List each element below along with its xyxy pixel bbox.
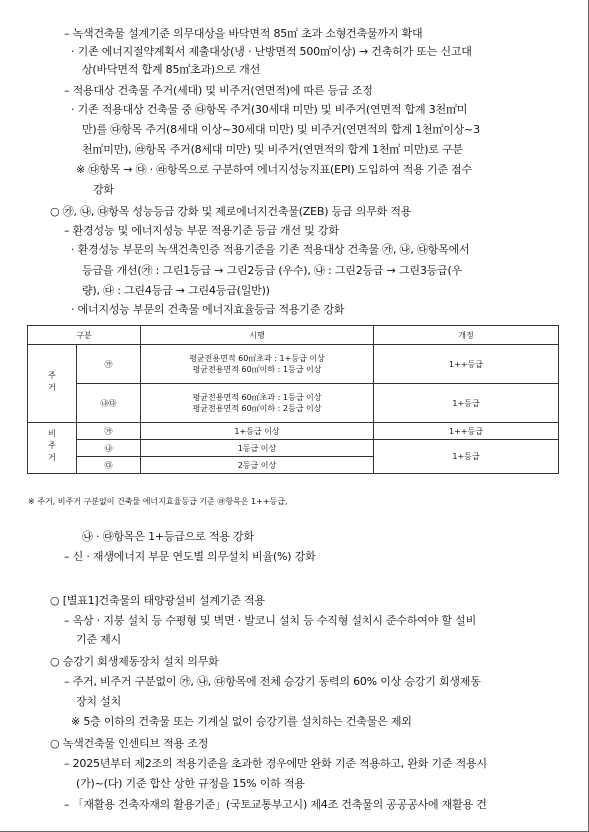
sihaeng-cell: 1등급 이상 [141, 440, 374, 457]
text-line: – 적용대상 건축물 주거(세대) 및 비주거(연면적)에 따른 등급 조정 [64, 84, 373, 97]
text-line: – 옥상 · 지붕 설치 등 수평형 및 벽면 · 발코니 설치 등 수직형 설치시 준수하여야 할 설비 [64, 614, 476, 627]
item-cell: ㉯㉰ [77, 384, 141, 423]
gaejeong-cell: 1++등급 [374, 345, 559, 384]
text-line: ○ [별표1]건축물의 태양광설비 설계기준 적용 [50, 594, 265, 607]
text-line: – 녹색건축물 설계기준 의무대상을 바닥면적 85㎡ 초과 소형건축물까지 확대 [64, 27, 423, 40]
sihaeng-cell: 2등급 이상 [141, 457, 374, 474]
table-header: 개정 [374, 326, 559, 345]
text-line: · 에너지성능 부문의 건축물 에너지효율등급 적용기준 강화 [71, 303, 345, 316]
item-cell: ㉮ [77, 423, 141, 440]
text-line: – 「재활용 건축자재의 활용기준」(국토교통부고시) 제4조 건축물의 공공공사에 재활용 건 [64, 798, 487, 811]
text-line: ㉯ · ㉰항목은 1+등급으로 적용 강화 [82, 530, 254, 543]
text-line: ○ ㉮, ㉯, ㉰항목 성능등급 강화 및 제로에너지건축물(ZEB) 등급 의무화 적용 [50, 205, 412, 218]
text-line: 등급을 개선(㉮ : 그린1등급 → 그린2등급 (우수), ㉯ : 그린2등급 → 그린3등급(우 [82, 264, 462, 277]
group-text: 비주거 [47, 429, 57, 465]
text-line: 기준 제시 [76, 633, 122, 646]
text-line: 장치 설치 [76, 695, 122, 708]
item-cell: ㉰ [77, 457, 141, 474]
sihaeng-cell [141, 345, 374, 384]
text-line: ※ 5층 이하의 건축물 또는 기계실 없이 승강기를 설치하는 건축물은 제외 [71, 715, 412, 728]
group-label-residential [28, 345, 77, 423]
text-line: 량), ㉰ : 그린4등급 → 그린4등급(일반)) [82, 284, 270, 297]
text-line: 만)를 ㉰항목 주거(8세대 이상~30세대 미만) 및 비주거(연면적의 합계 1천㎡이상~3 [82, 123, 480, 136]
text-line: – 2025년부터 제2조의 적용기준을 초과한 경우에만 완화 기준 적용하고, 완화 기준 적용시 [64, 757, 487, 770]
text-line: ※ ㉰항목 → ㉰ · ㉱항목으로 구분하여 에너지성능지표(EPI) 도입하여 적용 기준 점수 [76, 163, 472, 176]
group-label-nonresidential [28, 423, 77, 474]
sihaeng-line: 평균전용면적 60㎡초과 : 1+등급 이상 [189, 354, 325, 363]
text-line: · 기존 적용대상 건축물 중 ㉰항목 주거(30세대 미만) 및 비주거(연면적 합계 3천㎡미 [71, 103, 468, 116]
text-line: 강화 [93, 183, 114, 196]
text-line: – 환경성능 및 에너지성능 부문 적용기준 등급 개선 및 강화 [64, 224, 339, 237]
table-header: 구분 [28, 326, 141, 345]
group-text: 주거 [47, 370, 57, 395]
table-note: ※ 주거, 비주거 구분없이 건축물 에너지효율등급 기준 ㉱항목은 1++등급, [28, 497, 288, 506]
text-line: ○ 녹색건축물 인센티브 적용 조정 [50, 737, 209, 750]
text-line: 천㎡미만), ㉱항목 주거(8세대 미만) 및 비주거(연면적의 합계 1천㎡ 미만)로 구분 [82, 143, 463, 156]
text-line: · 기존 에너지절약계획서 제출대상(냉 · 난방면적 500㎡이상) → 건축허가 또는 신고대 [71, 45, 472, 58]
text-line: (가)~(다) 기준 합산 상한 규정을 15% 이하 적용 [76, 777, 305, 790]
text-line: – 신 · 재생에너지 부문 연도별 의무설치 비율(%) 강화 [64, 550, 316, 563]
efficiency-grade-table [27, 325, 559, 474]
text-line: 상(바닥면적 합계 85㎡초과)으로 개선 [82, 63, 261, 76]
sihaeng-cell: 1+등급 이상 [141, 423, 374, 440]
table-header: 시행 [141, 326, 374, 345]
item-cell: ㉯ [77, 440, 141, 457]
sihaeng-cell [141, 384, 374, 423]
gaejeong-cell: 1+등급 [374, 440, 559, 474]
gaejeong-cell: 1++등급 [374, 423, 559, 440]
gaejeong-cell: 1+등급 [374, 384, 559, 423]
item-cell: ㉮ [77, 345, 141, 384]
text-line: – 주거, 비주거 구분없이 ㉮, ㉯, ㉰항목에 전체 승강기 동력의 60% 이상 승강기 회생제동 [64, 675, 481, 688]
text-line: ○ 승강기 회생제동장치 설치 의무화 [50, 655, 219, 668]
text-line: · 환경성능 부문의 녹색건축인증 적용기준을 기존 적용대상 건축물 ㉮, ㉯, ㉰항목에서 [71, 243, 470, 256]
sihaeng-line: 평균전용면적 60㎡이하 : 2등급 이상 [192, 404, 322, 413]
sihaeng-line: 평균전용면적 60㎡이하 : 1등급 이상 [192, 365, 322, 374]
sihaeng-line: 평균전용면적 60㎡초과 : 1등급 이상 [192, 393, 322, 402]
